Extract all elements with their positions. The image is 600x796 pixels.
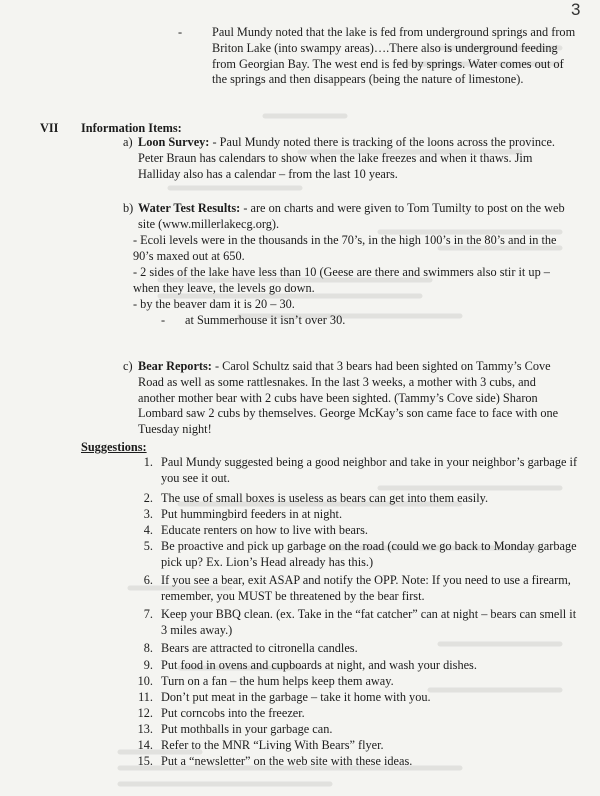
list-item-number: 6. xyxy=(143,573,153,587)
list-item-number: 15. xyxy=(137,754,153,768)
list-item-number: 1. xyxy=(143,455,153,469)
section-numeral: VII xyxy=(40,121,59,135)
bear-reports-marker: c) xyxy=(123,359,133,373)
water-test-heading: Water Test Results: xyxy=(138,201,241,215)
list-item: Put hummingbird feeders in at night. xyxy=(161,507,343,521)
bear-reports-heading: Bear Reports: xyxy=(138,359,212,373)
suggestions-heading: Suggestions: xyxy=(81,440,147,454)
loon-survey-heading: Loon Survey: xyxy=(138,135,210,149)
list-item-number: 8. xyxy=(143,641,153,655)
list-item: If you see a bear, exit ASAP and notify the OPP. Note: If you need to use a firearm, remember, you MUST be threatened by the bear first. xyxy=(161,573,571,603)
water-test-marker: b) xyxy=(123,201,134,215)
list-item: Don’t put meat in the garbage – take it home with you. xyxy=(161,690,431,704)
list-item: Be proactive and pick up garbage on the road (could we go back to Monday garbage pick up? Ex. Lion’s Head already has this.) xyxy=(161,539,577,569)
water-test-text: - are on charts and were given to Tom Tumilty to post on the web site (www.millerlakecg.org). xyxy=(138,201,565,231)
water-test-paragraph xyxy=(138,201,570,233)
list-item: Put a “newsletter” on the web site with these ideas. xyxy=(161,754,413,768)
water-test-subitem-text: at Summerhouse it isn’t over 30. xyxy=(185,313,346,327)
list-item-number: 2. xyxy=(143,491,153,505)
list-item-number: 14. xyxy=(137,738,153,752)
list-item: Put corncobs into the freezer. xyxy=(161,706,305,720)
list-item: Keep your BBQ clean. (ex. Take in the “fat catcher” can at night – bears can smell it 3 miles away.) xyxy=(161,607,577,637)
bear-reports-text: - Carol Schultz said that 3 bears had been sighted on Tammy’s Cove Road as well as some rattlesnakes. In the last 3 weeks, a mother with 3 cubs, and another mother bear with 2 cubs have been sighted. (Tammy’s Cove side) Sharon Lombard saw 2 cubs by themselves. George McKay’s son came face to face with one Tuesday night! xyxy=(138,359,559,437)
list-item: Put food in ovens and cupboards at night, and wash your dishes. xyxy=(161,658,477,672)
list-item-number: 10. xyxy=(137,674,153,688)
water-test-item: - 2 sides of the lake have less than 10 (Geese are there and swimmers also stir it up – when they leave, the levels go down. xyxy=(133,265,550,295)
list-item: Bears are attracted to citronella candles. xyxy=(161,641,358,655)
water-test-subitem-mark: - xyxy=(161,313,166,327)
list-item: Refer to the MNR “Living With Bears” flyer. xyxy=(161,738,384,752)
loon-survey-marker: a) xyxy=(123,135,133,149)
bear-reports-paragraph xyxy=(138,359,570,438)
section-title: Information Items: xyxy=(81,121,182,135)
list-item-number: 4. xyxy=(143,523,153,537)
intro-bullet-text: Paul Mundy noted that the lake is fed from underground springs and from Briton Lake (into swampy areas)….There also is underground feeding from Georgian Bay. The west end is fed by springs. Water comes out of the springs and then disappears (being the nature of limestone). xyxy=(212,25,576,87)
loon-survey-text: - Paul Mundy noted there is tracking of the loons across the province. Peter Braun has calendars to show when the lake freezes and when it thaws. Jim Halliday also has a calendar – from the last 10 years. xyxy=(138,135,556,181)
water-test-item: - Ecoli levels were in the thousands in the 70’s, in the high 100’s in the 80’s and in the 90’s maxed out at 650. xyxy=(133,233,557,263)
list-item-number: 7. xyxy=(143,607,153,621)
list-item-number: 13. xyxy=(137,722,153,736)
water-test-item: - by the beaver dam it is 20 – 30. xyxy=(133,297,295,311)
loon-survey-paragraph xyxy=(138,135,570,182)
list-item: Paul Mundy suggested being a good neighbor and take in your neighbor’s garbage if you see it out. xyxy=(161,455,578,485)
list-item: The use of small boxes is useless as bears can get into them easily. xyxy=(161,491,489,505)
list-item-number: 5. xyxy=(143,539,153,553)
list-item-number: 9. xyxy=(143,658,153,672)
list-item-number: 12. xyxy=(137,706,153,720)
intro-bullet-mark: - xyxy=(178,25,183,39)
list-item: Educate renters on how to live with bears. xyxy=(161,523,368,537)
page-number: 3 xyxy=(571,0,581,19)
list-item: Put mothballs in your garbage can. xyxy=(161,722,333,736)
list-item: Turn on a fan – the hum helps keep them away. xyxy=(161,674,394,688)
list-item-number: 11. xyxy=(138,690,153,704)
list-item-number: 3. xyxy=(143,507,153,521)
